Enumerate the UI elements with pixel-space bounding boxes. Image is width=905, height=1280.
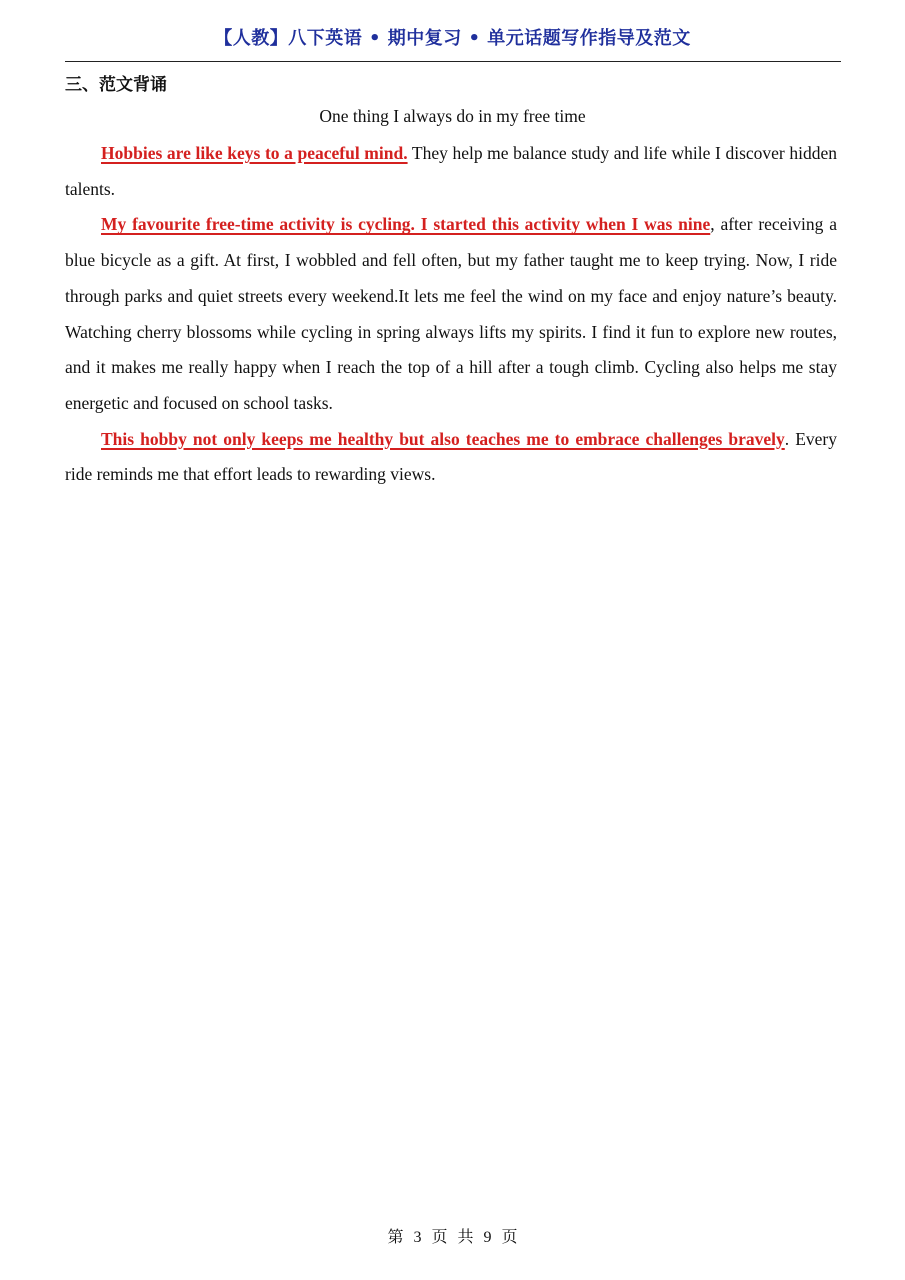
essay-title: One thing I always do in my free time <box>319 106 586 126</box>
essay-paragraph-1 <box>65 136 837 207</box>
key-sentence-highlight: Hobbies are like keys to a peaceful mind. <box>101 143 408 163</box>
essay-paragraph-3 <box>65 422 837 493</box>
paragraph-text: They help me balance study and life while I discover hidden talents. <box>65 143 837 199</box>
essay-body <box>65 136 837 493</box>
paragraph-text: . Every ride reminds me that effort leads to rewarding views. <box>65 428 837 485</box>
key-sentence-highlight: This hobby not only keeps me healthy but also teaches me to embrace challenges bravely <box>101 428 785 449</box>
paragraph-text: , after receiving a blue bicycle as a gift. At first, I wobbled and fell often, but my father taught me to keep trying. Now, I ride through parks and quiet streets every weekend.It lets me feel the wind on my face and enjoy nature’s beauty. Watching cherry blossoms while cycling in spring always lifts my spirits. I find it fun to explore new routes, and it makes me really happy when I reach the top of a hill after a tough climb. Cycling also helps me stay energetic and focused on school tasks. <box>65 214 837 413</box>
header-divider <box>65 61 841 62</box>
page-number-footer: 第 3 页 共 9 页 <box>387 1229 518 1246</box>
section-heading: 三、范文背诵 <box>65 75 167 95</box>
page-header-title: 【人教】八下英语 • 期中复习 • 单元话题写作指导及范文 <box>214 28 691 49</box>
essay-paragraph-2 <box>65 207 837 421</box>
key-sentence-highlight: My favourite free-time activity is cycling. I started this activity when I was nine <box>101 214 711 235</box>
